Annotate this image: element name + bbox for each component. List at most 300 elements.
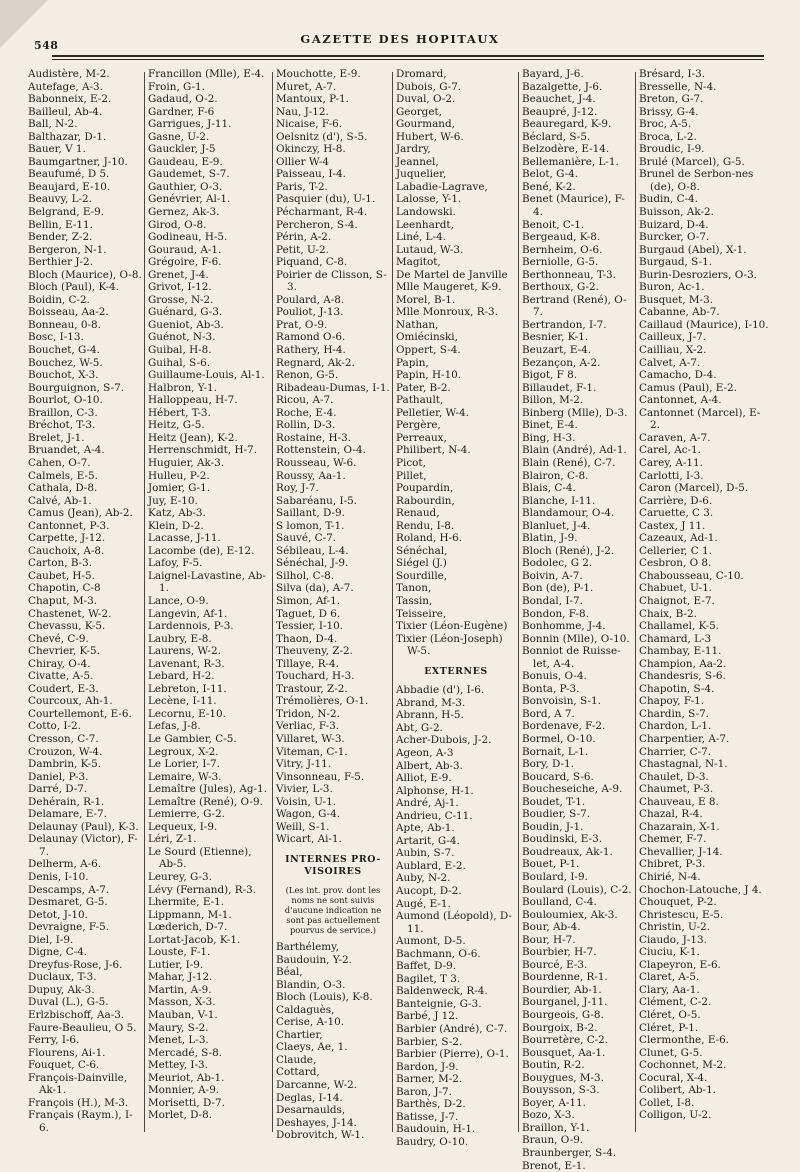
directory-column-1	[28, 68, 142, 1138]
directory-entry: Lance, O-9.	[148, 594, 209, 607]
directory-entry: Mouchotte, E-9.	[276, 68, 361, 80]
directory-entry: Bory, D-1.	[522, 758, 574, 771]
directory-entry: Alphonse, H-1.	[396, 784, 474, 797]
directory-entry: Camacho, D-4.	[639, 369, 717, 382]
directory-entry: Fouquet, C-6.	[28, 1059, 100, 1072]
directory-entry: Chandesris, S-6.	[639, 670, 726, 683]
directory-entry: Cesbron, O 8.	[639, 557, 712, 570]
directory-entry: Blandin, O-3.	[276, 978, 346, 991]
directory-entry: Bonta, P-3.	[522, 682, 580, 695]
directory-entry: Burcker, O-7.	[639, 231, 710, 244]
directory-entry: Daniel, P-3.	[28, 770, 89, 783]
directory-entry: Baldenweck, R-4.	[396, 985, 488, 998]
directory-entry: Oelsnitz (d'), S-5.	[276, 130, 368, 143]
directory-entry: Boivin, A-7.	[522, 569, 583, 582]
directory-entry: Chibret, P-3.	[639, 858, 706, 871]
directory-entry: Ball, N-2.	[28, 118, 78, 131]
directory-entry: Aublard, E-2.	[396, 859, 466, 872]
directory-entry: Chaix, B-2.	[639, 607, 697, 620]
directory-entry: Guihal, S-6.	[148, 356, 211, 369]
name-columns	[28, 68, 780, 1172]
directory-column-4	[396, 68, 516, 1148]
directory-entry: S lomon, T-1.	[276, 519, 345, 532]
directory-entry: Blanluet, J-4.	[522, 519, 591, 532]
directory-entry: Barbier, S-2.	[396, 1035, 463, 1048]
directory-entry: Bréchot, T-3.	[28, 419, 96, 432]
directory-entry: Caubet, H-5.	[28, 569, 95, 582]
directory-entry: Martin, A-9.	[148, 983, 212, 996]
directory-entry: Chabousseau, C-10.	[639, 569, 744, 582]
directory-entry: Léri, Z-1.	[148, 833, 197, 846]
directory-entry: Weill, S-1.	[276, 820, 330, 833]
directory-entry: Digne, C-4.	[28, 946, 88, 959]
directory-entry: Monnier, A-9.	[148, 1084, 220, 1097]
directory-entry: Verliac, F-3.	[276, 720, 340, 733]
directory-entry: Brulé (Marcel), G-5.	[639, 155, 745, 168]
directory-entry: Chiray, O-4.	[28, 657, 91, 670]
directory-entry: Billaudet, F-1.	[522, 381, 597, 394]
directory-entry: Chastagnal, N-1.	[639, 758, 728, 771]
directory-entry: Beaufumé, D 5.	[28, 168, 110, 181]
directory-entry: Mlle Monroux, R-3.	[396, 306, 498, 319]
directory-entry: Lefas, J-8.	[148, 720, 201, 733]
directory-entry: Gourmand,	[396, 118, 455, 131]
directory-entry: Baudouin, H-1.	[396, 1123, 476, 1136]
directory-entry: Delaunay (Paul), K-3.	[28, 820, 139, 833]
directory-entry: Buizard, D-4.	[639, 218, 709, 231]
directory-entry: Lévy (Fernand), R-3.	[148, 883, 257, 896]
directory-entry: Guibal, H-8.	[148, 344, 212, 357]
directory-entry: Baudry, O-10.	[396, 1135, 469, 1148]
directory-entry: Halbron, Y-1.	[148, 381, 217, 394]
directory-entry: Bagilet, T 3.	[396, 972, 461, 985]
directory-entry: Tessier, I-10.	[276, 620, 343, 633]
directory-entry: Boudier, S-7.	[522, 808, 591, 821]
directory-entry: Darcanne, W-2.	[276, 1079, 357, 1092]
directory-entry: Chabuet, U-1.	[639, 582, 713, 595]
directory-entry: Thaon, D-4.	[276, 632, 338, 645]
directory-entry: Bené, K-2.	[522, 180, 576, 193]
directory-entry: Abrand, M-3.	[396, 696, 466, 709]
directory-entry: Bigot, F 8.	[522, 369, 578, 382]
directory-entry: Bourganel, J-11.	[522, 996, 608, 1009]
directory-entry: Laubry, E-8.	[148, 632, 212, 645]
directory-entry: Bouloumiex, Ak-3.	[522, 908, 618, 921]
directory-entry: Lippmann, M-1.	[148, 908, 232, 921]
directory-entry: Roland, H-6.	[396, 532, 463, 545]
directory-entry: Broc, A-5.	[639, 118, 692, 131]
directory-entry: Budin, C-4.	[639, 193, 698, 206]
directory-column-5	[522, 68, 634, 1172]
directory-entry: Deshayes, J-14.	[276, 1116, 357, 1129]
directory-entry: Beaujard, E-10.	[28, 180, 111, 193]
directory-entry: Heitz (Jean), K-2.	[148, 431, 238, 444]
directory-entry: Busquet, M-3.	[639, 293, 713, 306]
directory-entry: Ricou, A-7.	[276, 394, 334, 407]
directory-entry: Chouquet, P-2.	[639, 896, 717, 909]
directory-entry: Bellin, E-11.	[28, 218, 93, 231]
directory-entry: Sébileau, L-4.	[276, 544, 349, 557]
directory-entry: Boudinski, E-3.	[522, 833, 603, 846]
directory-entry: Colligon, U-2.	[639, 1109, 712, 1122]
directory-entry: Landowski.	[396, 206, 456, 219]
directory-entry: Boyer, A-11.	[522, 1096, 586, 1109]
directory-entry: Mlle Maugeret, K-9.	[396, 281, 502, 294]
column-separator	[635, 72, 636, 1132]
directory-entry: Courcoux, Ah-1.	[28, 695, 113, 708]
directory-entry: Bouygues, M-3.	[522, 1071, 604, 1084]
directory-entry: Bodolec, G 2.	[522, 557, 593, 570]
directory-entry: Calvé, Ab-1.	[28, 494, 92, 507]
directory-entry: Calvet, A-7.	[639, 356, 701, 369]
directory-entry: Braillon, C-3.	[28, 406, 98, 419]
directory-entry: Lacombe (de), E-12.	[148, 544, 255, 557]
directory-entry: Belot, G-4.	[522, 168, 579, 181]
directory-entry: Aubin, S-7.	[396, 847, 455, 860]
directory-entry: Dromard,	[396, 68, 447, 80]
directory-entry: Caldaguès,	[276, 1003, 335, 1016]
directory-entry: Magitot,	[396, 256, 441, 269]
directory-entry: Cahen, O-7.	[28, 456, 91, 469]
directory-entry: Boulland, C-4.	[522, 896, 597, 909]
directory-entry: Chapotin, C-8	[28, 582, 101, 595]
directory-entry: Caillaud (Maurice), I-10.	[639, 318, 769, 331]
directory-entry: Blain (René), C-7.	[522, 456, 616, 469]
directory-entry: Bourlot, O-10.	[28, 394, 103, 407]
directory-entry: Dehérain, R-1.	[28, 795, 105, 808]
directory-entry: Christescu, E-5.	[639, 908, 724, 921]
directory-entry: Chapotin, S-4.	[639, 682, 715, 695]
directory-entry: Clary, Aa-1.	[639, 983, 700, 996]
directory-entry: Banteignie, G-3.	[396, 997, 482, 1010]
directory-entry: Klein, D-2.	[148, 519, 204, 532]
directory-entry: Balthazar, D-1.	[28, 130, 107, 143]
directory-entry: Breton, G-7.	[639, 93, 704, 106]
directory-entry: Liné, L-4.	[396, 231, 446, 244]
directory-entry: Descamps, A-7.	[28, 883, 110, 896]
column-separator	[392, 72, 393, 1132]
directory-entry: Nicaise, F-6.	[276, 118, 343, 131]
directory-entry: Flourens, Ai-1.	[28, 1046, 106, 1059]
directory-entry: Coudert, E-3.	[28, 682, 99, 695]
directory-entry: Braunberger, S-4.	[522, 1147, 617, 1160]
running-title: GAZETTE DES HOPITAUX	[300, 32, 500, 46]
directory-entry: Beauvy, L-2.	[28, 193, 92, 206]
directory-entry: Regnard, Ak-2.	[276, 356, 355, 369]
directory-entry: Juy, E-10.	[148, 494, 198, 507]
directory-entry: Legroux, X-2.	[148, 745, 219, 758]
directory-entry: Clapeyron, E-6.	[639, 958, 721, 971]
directory-entry: Andrieu, C-11.	[396, 809, 473, 822]
directory-entry: Charpentier, A-7.	[639, 732, 730, 745]
directory-entry: Guénot, N-3.	[148, 331, 216, 344]
directory-entry: Colibert, Ab-1.	[639, 1084, 716, 1097]
directory-entry: Barbier (André), C-7.	[396, 1023, 508, 1036]
directory-entry: Lardennois, P-3.	[148, 620, 234, 633]
directory-entry: Trémolières, O-1.	[276, 695, 369, 708]
directory-entry: Delaunay (Victor), F-7.	[28, 833, 138, 858]
directory-entry: Petit, U-2.	[276, 243, 329, 256]
directory-entry: Rendu, I-8.	[396, 519, 455, 532]
directory-entry: Carrière, D-6.	[639, 494, 713, 507]
directory-entry: Besnier, K-1.	[522, 331, 589, 344]
directory-entry: Laurens, W-2.	[148, 645, 221, 658]
section-heading: INTERNES PRO-VISOIRES	[285, 853, 381, 878]
directory-entry: Batisse, J-7.	[396, 1110, 459, 1123]
directory-entry: Ageon, A-3	[396, 746, 454, 759]
directory-entry: Pasquier (du), U-1.	[276, 193, 376, 206]
directory-entry: Lemaître (René), O-9.	[148, 795, 263, 808]
directory-entry: Paisseau, I-4.	[276, 168, 346, 181]
directory-entry: Delherm, A-6.	[28, 858, 101, 871]
directory-entry: Prat, O-9.	[276, 318, 328, 331]
directory-entry: Barner, M-2.	[396, 1073, 463, 1086]
directory-entry: Roussy, Aa-1.	[276, 469, 346, 482]
page-number: 548	[34, 39, 59, 52]
directory-entry: Froin, G-1.	[148, 80, 205, 93]
directory-entry: Pouliot, J-13.	[276, 306, 344, 319]
directory-entry: Menet, L-3.	[148, 1034, 209, 1047]
directory-entry: Bezançon, A-2.	[522, 356, 601, 369]
directory-entry: Cauchoix, A-8.	[28, 544, 105, 557]
directory-entry: Blairon, C-8.	[522, 469, 589, 482]
directory-entry: Tridon, N-2.	[276, 707, 340, 720]
directory-entry: Burgaud (Abel), X-1.	[639, 243, 747, 256]
directory-entry: Cantonnet, A-4.	[639, 394, 722, 407]
directory-entry: Morel, B-1.	[396, 293, 456, 306]
header-rule-thick	[52, 55, 764, 57]
directory-entry: Labadie-Lagrave,	[396, 180, 488, 193]
directory-entry: Bardon, J-9.	[396, 1060, 459, 1073]
directory-entry: Chevallier, J-14.	[639, 845, 723, 858]
directory-entry: Sénéchal,	[396, 544, 448, 557]
directory-entry: Bloch (Maurice), O-8.	[28, 268, 142, 281]
directory-entry: Baudouin, Y-2.	[276, 953, 352, 966]
directory-entry: Tixier (Léon-Joseph) W-5.	[396, 632, 503, 658]
directory-entry: Viteman, C-1.	[276, 745, 348, 758]
directory-entry: Pathault,	[396, 394, 444, 407]
directory-entry: Bordenave, F-2.	[522, 720, 606, 733]
directory-entry: Buron, Ac-1.	[639, 281, 705, 294]
directory-entry: Siégel (J.)	[396, 557, 447, 570]
directory-entry: Auby, N-2.	[396, 872, 451, 885]
directory-entry: Le Lorier, I-7.	[148, 758, 220, 771]
directory-entry: Lebreton, I-11.	[148, 682, 227, 695]
directory-entry: Chastenet, W-2.	[28, 607, 112, 620]
directory-entry: Bourbier, H-7.	[522, 946, 597, 959]
directory-entry: Lafoy, F-5.	[148, 557, 203, 570]
directory-entry: Cocural, X-4.	[639, 1071, 708, 1084]
directory-entry: Blatin, J-9.	[522, 532, 578, 545]
directory-entry: Bozo, X-3.	[522, 1109, 575, 1122]
directory-entry: Chaput, M-3.	[28, 594, 98, 607]
directory-entry: Maury, S-2.	[148, 1021, 209, 1034]
directory-entry: Bourcé, E-3.	[522, 958, 588, 971]
directory-entry: Francillon (Mlle), E-4.	[148, 68, 265, 80]
directory-entry: Audistère, M-2.	[28, 68, 110, 80]
directory-entry: Masson, X-3.	[148, 996, 216, 1009]
directory-entry: Guillaume-Louis, Al-1.	[148, 369, 265, 382]
directory-entry: Barbé, J 12.	[396, 1010, 459, 1023]
directory-entry: Alliot, E-9.	[396, 772, 452, 785]
directory-entry: Cabanne, Ab-7.	[639, 306, 720, 319]
directory-entry: Papin, H-10.	[396, 369, 462, 382]
directory-entry: Dubois, G-7.	[396, 80, 462, 93]
directory-entry: Clermonthe, E-6.	[639, 1034, 730, 1047]
directory-entry: Wicart, Ai-1.	[276, 833, 342, 846]
directory-entry: Chaignot, E-7.	[639, 594, 715, 607]
directory-entry: Cantonnet, P-3.	[28, 519, 110, 532]
directory-entry: Poulard, A-8.	[276, 293, 345, 306]
directory-entry: Vivier, L-3.	[276, 783, 333, 796]
directory-entry: Abt, G-2.	[396, 721, 443, 734]
directory-entry: Apte, Ab-1.	[396, 822, 455, 835]
directory-entry: Lemaire, W-3.	[148, 770, 222, 783]
directory-entry: Chardon, L-1.	[639, 720, 712, 733]
directory-entry: Louste, F-1.	[148, 946, 211, 959]
directory-entry: Genévrier, Al-1.	[148, 193, 231, 206]
directory-entry: Carlotti, I-3.	[639, 469, 704, 482]
directory-entry: Béclard, S-5.	[522, 130, 591, 143]
directory-entry: Gauthier, O-3.	[148, 180, 223, 193]
directory-entry: Erlzbischoff, Aa-3.	[28, 1009, 125, 1022]
directory-entry: Pelletier, W-4.	[396, 406, 469, 419]
directory-entry: Dreyfus-Rose, J-6.	[28, 958, 123, 971]
directory-entry: Brissy, G-4.	[639, 105, 699, 118]
directory-entry: Braillon, Y-1.	[522, 1121, 590, 1134]
directory-entry: Barthès, D-2.	[396, 1098, 466, 1111]
directory-entry: Touchard, H-3.	[276, 670, 355, 683]
directory-entry: Chirié, N-4.	[639, 871, 701, 883]
directory-entry: Jardry,	[396, 143, 431, 156]
directory-entry: Poirier de Clisson, S-3.	[276, 268, 387, 294]
directory-entry: Paris, T-2.	[276, 180, 328, 193]
directory-entry: Cathala, D-8.	[28, 482, 98, 495]
directory-entry: Augé, E-1.	[396, 897, 451, 910]
directory-entry: Carpette, J-12.	[28, 532, 106, 545]
directory-entry: Acher-Dubois, J-2.	[396, 734, 492, 747]
directory-entry: Godineau, H-5.	[148, 231, 228, 244]
directory-entry: Chevrier, K-5.	[28, 645, 100, 658]
directory-entry: Claude,	[276, 1053, 317, 1066]
directory-entry: Baumgartner, J-10.	[28, 155, 128, 168]
directory-entry: Grivot, I-12.	[148, 281, 212, 294]
directory-entry: Blanche, I-11.	[522, 494, 596, 507]
directory-entry: Theuveny, Z-2.	[276, 645, 353, 658]
directory-entry: Roy, J-7.	[276, 482, 319, 495]
directory-entry: Gernez, Ak-3.	[148, 206, 220, 219]
directory-entry: Chemer, F-7.	[639, 833, 707, 846]
directory-entry: Hubert, W-6.	[396, 130, 464, 143]
directory-entry: Villaret, W-3.	[276, 732, 345, 745]
directory-entry: Percheron, S-4.	[276, 218, 358, 231]
directory-entry: Detot, J-10.	[28, 908, 88, 921]
directory-entry: Gadaud, O-2.	[148, 93, 218, 106]
directory-entry: Gardner, F-6	[148, 105, 215, 118]
directory-entry: Crouzon, W-4.	[28, 745, 103, 758]
directory-entry: Autefage, A-3.	[28, 80, 103, 93]
directory-entry: Mercadé, S-8.	[148, 1046, 223, 1059]
directory-entry: Bellemanière, L-1.	[522, 155, 619, 168]
directory-entry: Bousquet, Aa-1.	[522, 1046, 606, 1059]
directory-entry: Ciaudo, J-13.	[639, 933, 707, 946]
directory-entry: Pater, B-2.	[396, 381, 451, 394]
directory-entry: Papin,	[396, 356, 429, 369]
directory-entry: Berniolle, G-5.	[522, 256, 599, 269]
directory-entry: Aucopt, D-2.	[396, 885, 462, 897]
section-note: (Les int. prov. dont les noms ne sont suivis d'aucune indication ne sont pas actuellement pourvus de service.)	[284, 885, 382, 935]
directory-entry: Boudet, T-1.	[522, 795, 586, 808]
directory-entry: Bosc, I-13.	[28, 331, 84, 344]
directory-entry: Caraven, A-7.	[639, 431, 711, 444]
directory-entry: Bouchez, W-5.	[28, 356, 103, 369]
directory-entry: Bonniot de Ruisse-let, A-4.	[522, 645, 621, 670]
directory-entry: Cellerier, C 1.	[639, 544, 712, 557]
directory-entry: Huguier, Ak-3.	[148, 456, 225, 469]
directory-entry: Barbier (Pierre), O-1.	[396, 1048, 509, 1061]
directory-entry: Juquelier,	[396, 168, 447, 181]
directory-entry: Duval (L.), G-5.	[28, 996, 109, 1009]
directory-entry: Bouchet, G-4.	[28, 344, 100, 357]
directory-entry: Garrigues, J-11.	[148, 118, 232, 131]
directory-entry: Beauchet, J-4.	[522, 93, 596, 106]
directory-entry: Tillaye, R-4.	[276, 657, 339, 670]
directory-entry: Bruandet, A-4.	[28, 444, 105, 457]
directory-entry: Chazal, R-4.	[639, 808, 703, 821]
directory-entry: Cazeaux, Ad-1.	[639, 532, 718, 545]
directory-entry: Lutaud, W-3.	[396, 243, 464, 256]
directory-entry: Dupuy, Ak-3.	[28, 983, 95, 996]
directory-entry: Belgrand, E-9.	[28, 206, 105, 219]
directory-entry: Denis, I-10.	[28, 871, 89, 883]
directory-entry: Cléret, P-1.	[639, 1021, 699, 1034]
directory-entry: Darré, D-7.	[28, 783, 88, 796]
directory-entry: Bergeaud, K-8.	[522, 231, 601, 244]
directory-entry: De Martel de Janville	[396, 268, 508, 281]
directory-entry: Chauveau, E 8.	[639, 795, 719, 808]
directory-entry: Rathery, H-4.	[276, 344, 346, 357]
directory-entry: Camus (Paul), E-2.	[639, 381, 737, 394]
directory-entry: Cresson, C-7.	[28, 732, 99, 745]
directory-entry: Bormel, O-10.	[522, 732, 596, 745]
directory-entry: Halloppeau, H-7.	[148, 394, 238, 407]
directory-entry: Morisetti, D-7.	[148, 1096, 225, 1109]
directory-entry: Nau, J-12.	[276, 105, 329, 118]
directory-entry: Bouchot, X-3.	[28, 369, 99, 382]
directory-entry: Belzodère, E-14.	[522, 143, 610, 156]
directory-entry: Mahar, J-12.	[148, 971, 213, 984]
directory-entry: Abrann, H-5.	[396, 709, 464, 722]
directory-entry: Aumond (Léopold), D-11.	[396, 910, 512, 935]
directory-entry: Rottenstein, O-4.	[276, 444, 366, 457]
directory-entry: Piquand, C-8.	[276, 256, 348, 269]
directory-entry: Bloch (Louis), K-8.	[276, 991, 373, 1004]
directory-entry: Buisson, Ak-2.	[639, 206, 714, 219]
directory-entry: Gouraud, A-1.	[148, 243, 222, 256]
header-rule-thin	[52, 59, 764, 60]
directory-entry: Bing, H-3.	[522, 431, 576, 444]
directory-entry: Chamard, L-3	[639, 632, 712, 645]
directory-entry: Bondal, I-7.	[522, 594, 583, 607]
directory-entry: Hébert, T-3.	[148, 406, 211, 419]
directory-entry: Lemierre, G-2.	[148, 808, 225, 821]
directory-entry: Roche, E-4.	[276, 406, 337, 419]
directory-entry: Gaudemet, S-7.	[148, 168, 230, 181]
directory-entry: Chaumet, P-3.	[639, 783, 714, 796]
directory-entry: Baffet, D-9.	[396, 960, 457, 973]
directory-entry: Bondon, F-8.	[522, 607, 589, 620]
directory-entry: Bloch (René), J-2.	[522, 544, 615, 557]
